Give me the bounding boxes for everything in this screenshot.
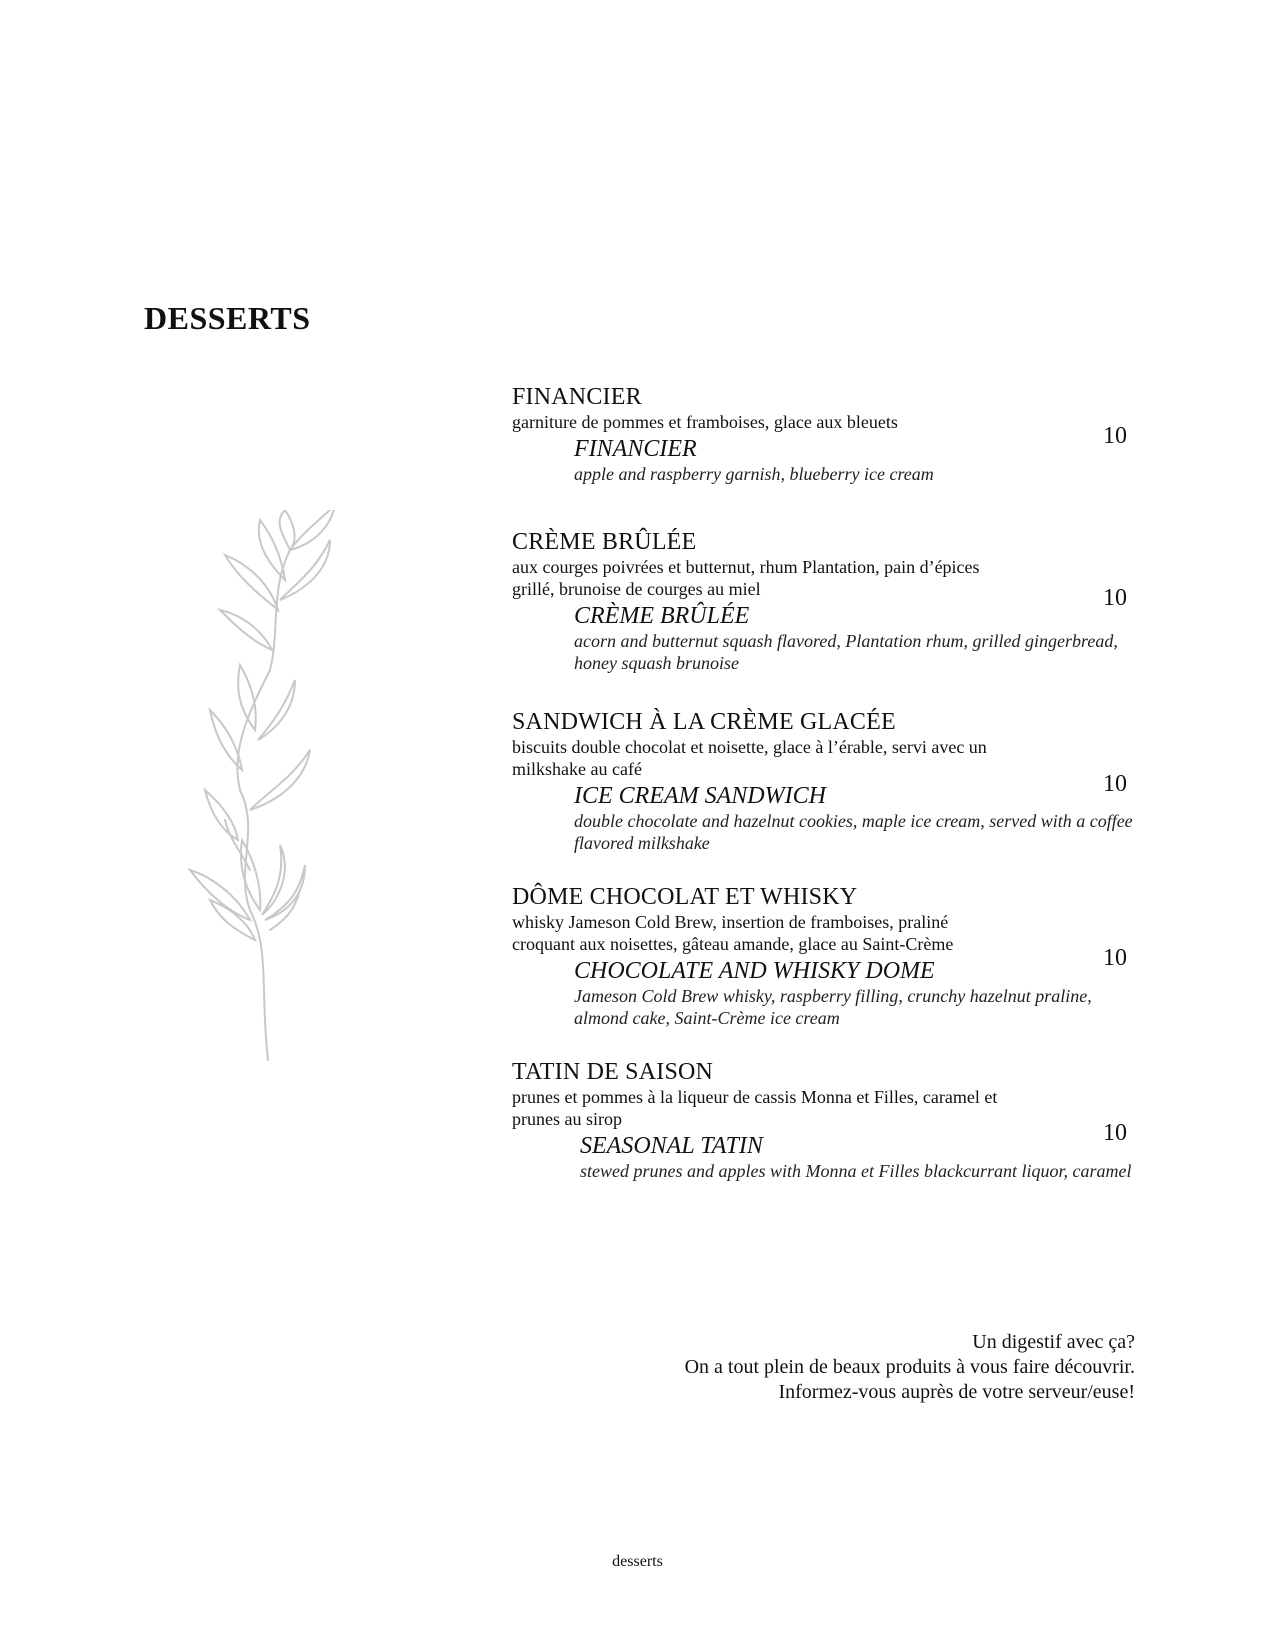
item-desc-en: acorn and butternut squash flavored, Plantation rhum, grilled gingerbread, honey squash brunoise — [574, 631, 1118, 673]
menu-item — [512, 708, 1132, 854]
item-desc-en: apple and raspberry garnish, blueberry ice cream — [574, 464, 934, 484]
digestif-note-line: Informez-vous auprès de votre serveur/euse! — [778, 1381, 1135, 1403]
item-desc-en: double chocolate and hazelnut cookies, maple ice cream, served with a coffee flavored milkshake — [574, 811, 1133, 853]
item-name-en: FINANCIER — [574, 436, 697, 462]
item-name-fr: SANDWICH À LA CRÈME GLACÉE — [512, 709, 896, 735]
item-desc-fr: garniture de pommes et framboises, glace aux bleuets — [512, 412, 898, 432]
page-footer-label: desserts — [612, 1553, 663, 1570]
item-price: 10 — [1103, 1120, 1127, 1146]
item-price: 10 — [1103, 945, 1127, 971]
item-price: 10 — [1103, 585, 1127, 611]
menu-item — [512, 528, 1132, 674]
item-name-en: SEASONAL TATIN — [580, 1133, 763, 1159]
digestif-note — [685, 1330, 1135, 1405]
item-name-fr: DÔME CHOCOLAT ET WHISKY — [512, 884, 858, 910]
item-en-block — [574, 435, 1132, 485]
item-desc-fr: whisky Jameson Cold Brew, insertion de framboises, praliné croquant aux noisettes, gâteau amande, glace au Saint-Crème — [512, 912, 954, 954]
item-desc-fr: biscuits double chocolat et noisette, glace à l’érable, servi avec un milkshake au café — [512, 737, 987, 779]
item-desc-en: stewed prunes and apples with Monna et Filles blackcurrant liquor, caramel — [580, 1161, 1132, 1181]
item-en-block — [574, 602, 1132, 674]
item-en-block — [574, 782, 1132, 854]
digestif-note-line: On a tout plein de beaux produits à vous faire découvrir. — [684, 1356, 1135, 1378]
item-name-en: CRÈME BRÛLÉE — [574, 603, 750, 629]
menu-item — [512, 383, 1132, 485]
item-desc-fr: prunes et pommes à la liqueur de cassis Monna et Filles, caramel et prunes au sirop — [512, 1087, 998, 1129]
item-desc-fr: aux courges poivrées et butternut, rhum Plantation, pain d’épices grillé, brunoise de courges au miel — [512, 557, 980, 599]
menu-item — [512, 1058, 1132, 1182]
menu-item — [512, 883, 1132, 1029]
item-en-block — [580, 1132, 1132, 1182]
item-name-en: ICE CREAM SANDWICH — [574, 783, 826, 809]
item-price: 10 — [1103, 423, 1127, 449]
item-name-fr: FINANCIER — [512, 384, 642, 410]
item-en-block — [574, 957, 1132, 1029]
item-price: 10 — [1103, 771, 1127, 797]
item-name-fr: CRÈME BRÛLÉE — [512, 529, 697, 555]
digestif-note-line: Un digestif avec ça? — [972, 1331, 1135, 1353]
item-name-en: CHOCOLATE AND WHISKY DOME — [574, 958, 935, 984]
botanical-sprig-icon — [180, 510, 380, 1070]
item-desc-en: Jameson Cold Brew whisky, raspberry filling, crunchy hazelnut praline, almond cake, Saint-Crème ice cream — [574, 986, 1092, 1028]
item-name-fr: TATIN DE SAISON — [512, 1059, 714, 1085]
page-title: DESSERTS — [144, 300, 311, 336]
